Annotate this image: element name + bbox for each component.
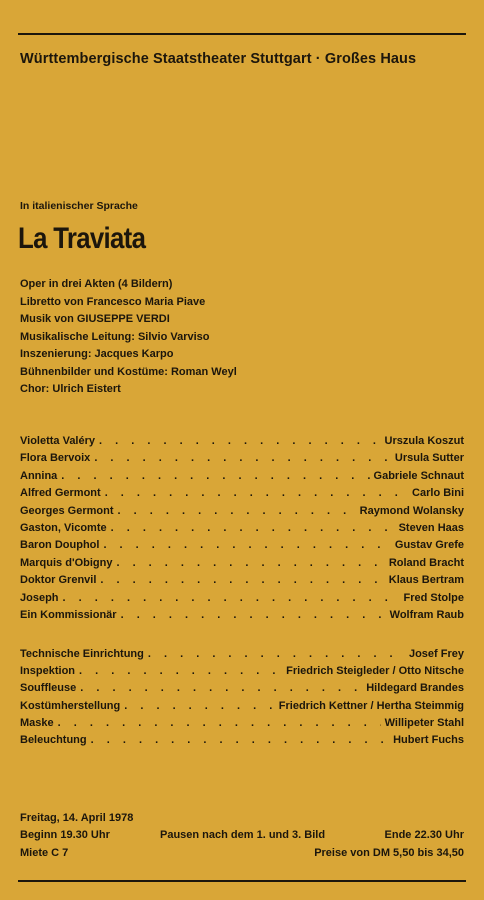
dot-leader xyxy=(111,520,395,537)
cast-name: Klaus Bertram xyxy=(388,574,464,587)
credit-line: Musikalische Leitung: Silvio Varviso xyxy=(20,330,210,343)
cast-name: Gabriele Schnaut xyxy=(373,469,464,482)
dot-leader xyxy=(103,537,390,554)
dot-leader xyxy=(105,485,408,502)
credit-line: Oper in drei Akten (4 Bildern) xyxy=(20,278,173,290)
cast-row xyxy=(20,503,464,520)
crew-name: Friedrich Steigleder / Otto Nitsche xyxy=(286,665,464,678)
crew-row xyxy=(20,715,464,732)
cast-role: Flora Bervoix xyxy=(20,452,91,465)
crew-list xyxy=(20,646,464,749)
crew-role: Souffleuse xyxy=(20,682,77,695)
language-note: In italienischer Sprache xyxy=(20,200,138,212)
dot-leader xyxy=(91,732,389,749)
dot-leader xyxy=(121,607,386,624)
cast-list xyxy=(20,433,464,624)
cast-role: Ein Kommissionär xyxy=(20,608,117,621)
credit-line: Libretto von Francesco Maria Piave xyxy=(20,295,206,308)
crew-row xyxy=(20,732,464,749)
cast-row xyxy=(20,590,464,607)
cast-row xyxy=(20,468,464,485)
cast-role: Marquis d'Obigny xyxy=(20,556,113,569)
dot-leader xyxy=(63,590,400,607)
cast-role: Joseph xyxy=(20,591,59,604)
dot-leader xyxy=(100,572,384,589)
dot-leader xyxy=(94,450,391,467)
dot-leader xyxy=(58,715,381,732)
cast-row xyxy=(20,607,464,624)
cast-role: Doktor Grenvil xyxy=(20,574,97,587)
cast-name: Urszula Koszut xyxy=(384,435,464,447)
credits-block xyxy=(20,276,237,399)
dot-leader xyxy=(99,433,381,450)
crew-row xyxy=(20,698,464,715)
crew-role: Maske xyxy=(20,716,54,729)
crew-row xyxy=(20,680,464,697)
bottom-rule xyxy=(18,880,466,882)
cast-row xyxy=(20,485,464,502)
cast-role: Baron Douphol xyxy=(20,539,100,552)
credit-line: Bühnenbilder und Kostüme: Roman Weyl xyxy=(20,365,237,378)
crew-role: Beleuchtung xyxy=(20,733,87,746)
crew-name: Willipeter Stahl xyxy=(384,716,464,729)
crew-role: Technische Einrichtung xyxy=(20,648,144,660)
performance-date: Freitag, 14. April 1978 xyxy=(20,812,134,824)
cast-name: Ursula Sutter xyxy=(394,452,464,465)
cast-role: Gaston, Vicomte xyxy=(20,521,107,534)
intermission-note: Pausen nach dem 1. und 3. Bild xyxy=(160,829,326,841)
cast-role: Annina xyxy=(20,469,58,482)
crew-name: Josef Frey xyxy=(408,648,464,660)
cast-name: Fred Stolpe xyxy=(403,591,464,604)
cast-name: Steven Haas xyxy=(398,521,464,534)
cast-name: Carlo Bini xyxy=(412,487,464,500)
credit-line: Musik von GIUSEPPE VERDI xyxy=(20,313,170,325)
cast-name: Gustav Grefe xyxy=(394,539,464,552)
start-time: Beginn 19.30 Uhr xyxy=(20,829,110,841)
crew-name: Friedrich Kettner / Hertha Steimmig xyxy=(278,699,464,712)
cast-name: Roland Bracht xyxy=(388,556,464,569)
cast-role: Georges Germont xyxy=(20,504,114,517)
dot-leader xyxy=(80,680,362,697)
cast-row xyxy=(20,520,464,537)
crew-role: Kostümherstellung xyxy=(20,699,121,712)
cast-row xyxy=(20,572,464,589)
crew-row xyxy=(20,646,464,663)
ticket-prices: Preise von DM 5,50 bis 34,50 xyxy=(314,847,464,859)
cast-row xyxy=(20,555,464,572)
end-time: Ende 22.30 Uhr xyxy=(384,829,464,841)
cast-name: Raymond Wolansky xyxy=(359,504,464,517)
crew-name: Hubert Fuchs xyxy=(393,733,464,746)
dot-leader xyxy=(124,698,275,715)
cast-name: Wolfram Raub xyxy=(389,608,464,621)
top-rule xyxy=(18,33,466,35)
dot-leader xyxy=(148,646,405,663)
cast-row xyxy=(20,450,464,467)
dot-leader xyxy=(61,468,369,485)
cast-role: Violetta Valéry xyxy=(20,435,96,447)
dot-leader xyxy=(79,663,282,680)
credit-line: Inszenierung: Jacques Karpo xyxy=(20,348,174,360)
page-title: La Traviata xyxy=(18,222,146,255)
crew-role: Inspektion xyxy=(20,665,76,678)
dot-leader xyxy=(118,503,356,520)
crew-row xyxy=(20,663,464,680)
credit-line: Chor: Ulrich Eistert xyxy=(20,383,121,395)
crew-name: Hildegard Brandes xyxy=(366,682,464,695)
theater-name: Württembergische Staatstheater Stuttgart · Großes Haus xyxy=(20,51,417,67)
cast-row xyxy=(20,537,464,554)
subscription-series: Miete C 7 xyxy=(20,847,69,859)
cast-role: Alfred Germont xyxy=(20,487,101,500)
cast-row xyxy=(20,433,464,450)
dot-leader xyxy=(116,555,384,572)
